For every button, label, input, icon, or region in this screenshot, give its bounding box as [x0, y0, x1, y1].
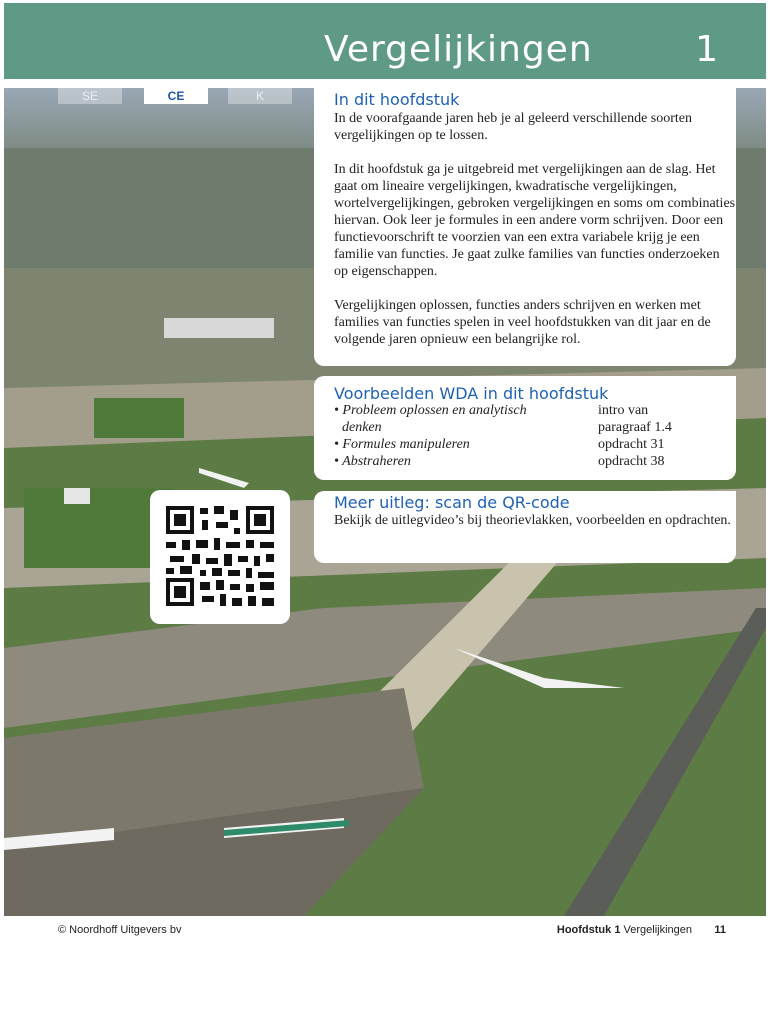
wda-reference: opdracht 31 — [598, 437, 665, 452]
qr-heading: Meer uitleg: scan de QR-code — [334, 493, 570, 512]
footer-chapter-name: Vergelijkingen — [623, 924, 692, 936]
wda-reference: intro van — [598, 403, 649, 418]
wda-item — [334, 403, 736, 420]
wda-item — [334, 420, 736, 437]
qr-info-box — [314, 491, 736, 563]
intro-box — [314, 88, 736, 366]
wda-heading: Voorbeelden WDA in dit hoofdstuk — [334, 384, 609, 403]
intro-heading: In dit hoofdstuk — [334, 90, 460, 109]
intro-paragraph-2: In dit hoofdstuk ga je uitgebreid met vergelijkingen aan de slag. Het gaat om lineaire vergelijkingen, kwadratische vergelijkingen, wortelvergelijkingen, gebroken vergelijkingen en soms om combinaties hiervan. Ook leer je formules in een andere vorm schrijven. Door een functievoorschrift te voorzien van een extra variabele krijg je een familie van functies. Je gaat zulke families van functies onderzoeken op eigenschappen. — [334, 162, 736, 279]
wda-reference: paragraaf 1.4 — [598, 420, 672, 435]
chapter-header — [4, 3, 766, 79]
tab-ce: CE — [144, 88, 208, 104]
qr-code-icon — [150, 490, 290, 624]
footer-chapter-label: Hoofdstuk 1 — [556, 924, 621, 936]
chapter-number: 1 — [695, 29, 718, 70]
wda-reference: opdracht 38 — [598, 454, 665, 469]
wda-skill: • Formules manipuleren — [334, 437, 470, 452]
intro-paragraph-1: In de voorafgaande jaren heb je al geleerd verschillende soorten vergelijkingen op te lossen. — [334, 111, 692, 143]
wda-skill: denken — [342, 420, 382, 435]
wda-item — [334, 437, 736, 454]
tab-se: SE — [58, 88, 122, 104]
footer-chapter — [557, 924, 692, 936]
wda-box — [314, 376, 736, 480]
page-number: 11 — [714, 924, 726, 936]
qr-description: Bekijk de uitlegvideo’s bij theorievlakken, voorbeelden en opdrachten. — [334, 513, 731, 528]
page-footer — [0, 916, 768, 946]
chapter-title: Vergelijkingen — [324, 29, 593, 70]
wda-skill: • Abstraheren — [334, 454, 411, 469]
copyright: © Noordhoff Uitgevers bv — [58, 924, 182, 936]
tab-k: K — [228, 88, 292, 104]
wda-skill: • Probleem oplossen en analytisch — [334, 403, 527, 418]
intro-paragraph-3: Vergelijkingen oplossen, functies anders schrijven en werken met families van functies spelen in veel hoofdstukken van dit jaar en de volgende jaren opnieuw een belangrijke rol. — [334, 298, 711, 347]
qr-code-card[interactable] — [150, 490, 290, 624]
wda-item — [334, 454, 736, 471]
